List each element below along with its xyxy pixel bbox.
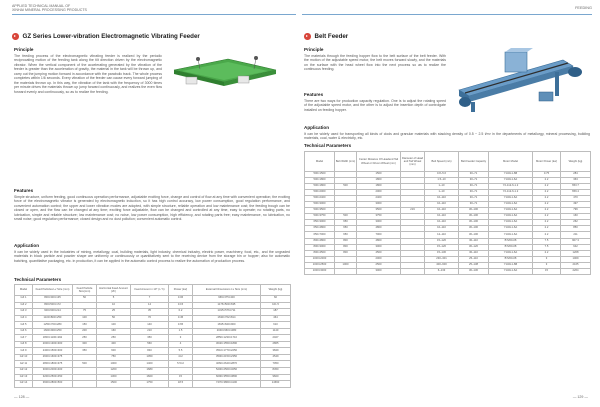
table-cell: 1815×840×900: [193, 322, 261, 329]
right-page: [300, 0, 600, 407]
table-cell: Y2-112-6-1.2: [489, 190, 533, 196]
table-cell: 30~120: [459, 244, 489, 250]
section-bullet-icon: [12, 33, 19, 40]
table-cell: 0.2: [169, 309, 193, 316]
table-cell: 800: [335, 244, 357, 250]
table-cell: 2000: [357, 190, 401, 196]
table-cell: 4549: [261, 354, 291, 361]
table-cell: 5200×2560×3250: [193, 368, 261, 375]
gz-col-weight: Weight (kg): [261, 285, 291, 296]
table-cell: 1200: [97, 368, 131, 375]
table-cell: 2850×1230×1710: [193, 335, 261, 342]
table-cell: 30~100: [459, 232, 489, 238]
table-cell: GZ 13: [15, 374, 33, 381]
table-cell: 1~10: [425, 190, 459, 196]
table-cell: 500: [335, 214, 357, 220]
table-cell: 2040×960×1080: [193, 328, 261, 335]
section-label: FEEDING: [575, 6, 592, 10]
table-cell: 30~110: [459, 250, 489, 256]
gz-section-title: [12, 33, 200, 40]
gz-features-heading: Features: [14, 188, 34, 193]
table-cell: 2.2: [533, 196, 561, 202]
manual-header: [12, 4, 87, 12]
table-cell: 2.2: [533, 250, 561, 256]
belt-col-motor-model: Motor Model: [489, 152, 533, 172]
table-cell: 750: [97, 354, 131, 361]
left-page-number: — 128 —: [14, 395, 30, 399]
table-cell: 30~71: [459, 184, 489, 190]
belt-features-text: There are two ways for production capacity regulation. One is to adjust the rotating speed of the adjustable speed motor, and the other is to adjust the insertion depth of controlgate installed on feeding hopper.: [304, 99, 446, 112]
belt-tech-heading: Technical Parameters: [304, 143, 352, 148]
table-cell: 7050: [261, 361, 291, 368]
table-cell: GZ 8: [15, 341, 33, 348]
table-cell: 15: [169, 374, 193, 381]
gz-features-text: Simple structure, uniform feeding, good continuous operation performance, adjustable exciting force, change and control of flow at any time with convenient operation; the exciting force of the electromagnetic vibrator is generated by electromagnetic induction, so it has high control accuracy, low power consumption, good regulation performance, and convenient automation control; the upper and lower vibration modes are adopted, with simple structure, reliable operation and low maintenance cost; the feeding trough can be closed or open, and the flow can be changed at any time; exciting force adjustable, flow can be changed and controlled at any time, easy to operate; no rotating parts, no lubrication, simple and reliable structure; low maintenance cost; no noise, low power consumption, high efficiency, and rotating parts free; easy maintenance, no lubrication, no small noise; good regulation performance; closed design and no dust pollution; convenient automatic control.: [14, 195, 290, 222]
table-cell: 15~130: [425, 250, 459, 256]
table-cell: 1750: [131, 381, 169, 388]
table-cell: 30~100: [459, 214, 489, 220]
table-cell: 500×2400: [305, 196, 335, 202]
table-cell: 642: [561, 244, 591, 250]
belt-principle-heading: Principle: [304, 47, 324, 52]
table-cell: 400: [97, 341, 131, 348]
table-cell: 1300: [97, 374, 131, 381]
table-cell: 850: [561, 226, 591, 232]
table-cell: 7.5: [533, 238, 561, 244]
table-cell: 10~110: [425, 214, 459, 220]
table-cell: 4×2: [169, 354, 193, 361]
table-cell: GZ 9: [15, 348, 33, 355]
table-cell: 796: [561, 208, 591, 214]
table-cell: 230~301: [425, 256, 459, 262]
table-cell: 497: [561, 202, 591, 208]
gz-col-power: Power (kw): [169, 285, 193, 296]
table-cell: 3200×2500×450: [33, 374, 73, 381]
table-cell: 3000: [357, 202, 401, 208]
manual-header-line1: APPLIED TECHNICAL MANUAL OF: [12, 4, 71, 8]
table-cell: 25: [97, 309, 131, 316]
table-cell: 500: [73, 361, 97, 368]
table-cell: 2027: [261, 335, 291, 342]
table-cell: 5: [97, 296, 131, 303]
header-rule: [12, 14, 296, 15]
table-cell: 3500×2150×2350: [193, 354, 261, 361]
table-cell: 2.2: [533, 190, 561, 196]
table-cell: 100: [97, 322, 131, 329]
table-cell: 200: [73, 328, 97, 335]
table-cell: GZ 3: [15, 309, 33, 316]
belt-col-capacity: Belt Feeder Capacity: [459, 152, 489, 172]
table-cell: 10~110: [425, 226, 459, 232]
right-page-number: — 129 —: [572, 395, 588, 399]
table-cell: 2400: [357, 196, 401, 202]
table-cell: 907.3: [561, 238, 591, 244]
table-cell: 250: [73, 335, 97, 342]
table-cell: 25~138: [459, 262, 489, 268]
belt-col-model: Model: [305, 152, 335, 172]
table-cell: 1000×3000: [305, 268, 335, 274]
table-cell: 1.5: [169, 328, 193, 335]
table-cell: Y132L1-6A: [489, 196, 533, 202]
table-cell: 1.5~10: [425, 178, 459, 184]
table-cell: 2264: [561, 268, 591, 274]
table-cell: 10~110: [425, 202, 459, 208]
table-cell: 1000: [335, 262, 357, 268]
table-cell: 0.75: [533, 172, 561, 178]
table-cell: 1315×576×711: [193, 309, 261, 316]
table-cell: 160: [561, 214, 591, 220]
gz-feeder-image: [168, 52, 288, 92]
table-cell: 500×3000: [305, 202, 335, 208]
table-cell: GZ 14: [15, 381, 33, 388]
table-cell: 10: [97, 302, 131, 309]
table-cell: 600: [97, 348, 131, 355]
table-cell: Y132L1-6B: [489, 262, 533, 268]
table-cell: 2.2: [533, 202, 561, 208]
table-cell: 6090×3550×3890: [193, 374, 261, 381]
belt-col-belt-width: Belt Width (mm): [335, 152, 357, 172]
gz-application-heading: Application: [14, 243, 40, 248]
gz-principle-text: The feeding process of the electromagnetic vibrating feeder is realized by the periodic reciprocating motion of the feeding tank along the tilt direction driven by the electromagnetic vibrator. When the vertical component of the accelerating generated by the vibration of the feeder is greater than the acceleration of gravity, the material in the tank will be thrown up, and carry out the jumping motion forward in accordance with the parabolic track. The whole process completes within 1/6 seconds. Every vibration of the feeder can cause every forward jumping of the materials thrown up. In this way, the vibration of the tank with the frequency of 3000 times per minute drives the materials thrown up jump forward continuously, and realizes the even flow forward evenly and continuously, so as to realize the feeding.: [14, 54, 162, 94]
table-cell: 1140: [261, 328, 291, 335]
table-cell: 0.06: [169, 296, 193, 303]
table-cell: Y132L1-6B: [489, 172, 533, 178]
table-cell: 6~133: [425, 268, 459, 274]
belt-features-heading: Features: [304, 92, 324, 97]
table-cell: 3600×2800×500: [33, 381, 73, 388]
belt-col-center-distance: Center Distance Of Headend Tail Wheel or Driven Wheel (mm): [357, 152, 401, 172]
table-cell: 1~10: [425, 184, 459, 190]
gz-title: GZ Series Lower-vibration Electromagnetic Vibrating Feeder: [22, 33, 200, 40]
gz-table-row: [15, 381, 291, 388]
table-cell: GZ 12: [15, 368, 33, 375]
table-cell: GZ 5: [15, 322, 33, 329]
table-cell: 160: [97, 328, 131, 335]
table-cell: 150: [73, 322, 97, 329]
table-cell: 14660: [261, 381, 291, 388]
table-cell: 3750: [357, 214, 401, 220]
belt-table-row: [305, 268, 591, 274]
table-cell: 2165: [561, 262, 591, 268]
table-cell: [335, 268, 357, 274]
belt-principle-text: The materials through the feeding hopper flow to the belt surface of the belt feeder. With the motion of the adjustable speed motor, the belt moves forward slowly, and the materials on the surface with the head wheel flow into the next process so as to realize the continuous feeding.: [304, 54, 446, 72]
table-cell: 470: [561, 196, 591, 202]
table-cell: 50: [97, 315, 131, 322]
section-bullet-icon: [304, 33, 311, 40]
table-cell: 650×7000: [305, 232, 335, 238]
table-cell: 7.5: [533, 244, 561, 250]
table-cell: 500×1800: [305, 184, 335, 190]
table-cell: 3500: [357, 208, 401, 214]
table-cell: 0.65: [169, 322, 193, 329]
table-cell: 7470×3860×4100: [193, 381, 261, 388]
table-cell: 0.8~5.6: [425, 172, 459, 178]
table-cell: 1600×900×250: [33, 328, 73, 335]
table-cell: 0.15: [169, 302, 193, 309]
table-cell: 1630×762×814: [193, 315, 261, 322]
table-cell: 1500: [357, 172, 401, 178]
table-cell: 35: [131, 309, 169, 316]
table-cell: 70: [131, 315, 169, 322]
table-cell: 15~120: [425, 244, 459, 250]
table-cell: 5.5×2: [169, 361, 193, 368]
table-cell: 1820: [131, 374, 169, 381]
table-cell: 3849: [261, 348, 291, 355]
table-cell: 30~71: [459, 202, 489, 208]
table-cell: Y132L1-6A: [489, 214, 533, 220]
table-cell: Y132L1-6A: [489, 208, 533, 214]
table-cell: 1000×2500: [305, 262, 335, 268]
table-cell: 500×2000: [305, 190, 335, 196]
table-cell: 219: [401, 208, 425, 214]
table-cell: 464: [261, 315, 291, 322]
table-cell: 2600×1600×375: [33, 354, 73, 361]
table-cell: 653.7: [561, 184, 591, 190]
table-cell: 1050: [131, 354, 169, 361]
table-cell: 900×600×214: [33, 309, 73, 316]
table-cell: 1800×1100×292: [33, 335, 73, 342]
table-cell: 14: [131, 302, 169, 309]
table-cell: 30~71: [459, 172, 489, 178]
table-cell: 800×3000: [305, 244, 335, 250]
table-cell: 4500: [357, 250, 401, 256]
table-cell: 2.2: [533, 184, 561, 190]
table-cell: 800: [335, 238, 357, 244]
table-cell: 400~600: [425, 262, 459, 268]
table-cell: 800×4500: [305, 250, 335, 256]
belt-col-wheel-diameter: Diameter of Head and Tail Wheel (mm): [401, 152, 425, 172]
gz-application-text: It can be widely used in the industries of mining, metallurgy, coal, building materials, light industry, chemical industry, electric power, machinery, food, etc., and the ungraded materials in block particle and powder shape are uniformly or continuously or quantitatively sent to the receiving device from the storage bin or hopper; also for automatic batching, quantitative packaging, etc. in production, it can be applied in the automatic control process to realize the automation of production process.: [14, 250, 290, 263]
table-cell: 7000: [357, 232, 401, 238]
table-cell: GZ 4: [15, 315, 33, 322]
table-cell: Y132L1-6A: [489, 268, 533, 274]
table-cell: Y132L1-6A: [489, 232, 533, 238]
gz-table-header-row: [15, 285, 291, 296]
belt-col-motor-power: Motor Power (kw): [533, 152, 561, 172]
table-cell: 500×1500: [305, 172, 335, 178]
table-cell: 4: [169, 341, 193, 348]
table-cell: 50: [73, 296, 97, 303]
table-cell: 9820: [261, 374, 291, 381]
table-cell: 30~71: [459, 190, 489, 196]
table-cell: Y132L1-6A: [489, 226, 533, 232]
table-cell: 3000×2000×400: [33, 368, 73, 375]
table-cell: 75: [73, 309, 97, 316]
table-cell: 1176×500×635: [193, 302, 261, 309]
table-cell: 650: [335, 232, 357, 238]
table-cell: 100: [73, 315, 97, 322]
table-cell: Y132L1-6A: [489, 250, 533, 256]
table-cell: 2.2: [533, 232, 561, 238]
belt-title: Belt Feeder: [314, 33, 349, 40]
gz-col-tank-size: Feed Particles Lv Size (mm): [33, 285, 73, 296]
table-cell: GZ 10: [15, 354, 33, 361]
table-cell: 3: [533, 256, 561, 262]
table-cell: 2.2: [533, 226, 561, 232]
table-cell: 4060×2640×2870: [193, 361, 261, 368]
table-cell: GZ 1: [15, 296, 33, 303]
table-cell: 1009: [561, 256, 591, 262]
table-cell: 262: [561, 220, 591, 226]
table-cell: 10~110: [425, 208, 459, 214]
table-cell: 2.2: [533, 214, 561, 220]
table-cell: 3000: [357, 268, 401, 274]
table-cell: 2800×1800×375: [33, 361, 73, 368]
table-cell: 800: [335, 250, 357, 256]
table-cell: 1400: [131, 361, 169, 368]
table-cell: 30~71: [459, 196, 489, 202]
belt-parameters-table: [304, 151, 591, 275]
table-cell: 2500: [357, 262, 401, 268]
belt-section-title: [304, 33, 348, 40]
gz-col-horizontal-feed: Horizontal Feed Amount (t/h): [97, 285, 131, 296]
table-cell: GZ 11: [15, 361, 33, 368]
table-cell: 30~100: [459, 208, 489, 214]
table-cell: 1800: [357, 178, 401, 184]
manual-header-line2: XINHAI MINERAL PROCESSING PRODUCTS: [12, 8, 87, 13]
table-cell: 500×3750: [305, 214, 335, 220]
table-cell: 300: [73, 341, 97, 348]
header-rule-right: [302, 14, 592, 15]
gz-parameters-table: [14, 284, 291, 388]
table-cell: Y2-112-6-1.2: [489, 184, 533, 190]
table-cell: 30~71: [459, 178, 489, 184]
belt-application-text: It can be widely used for transporting all kinds of clods and granular materials with stacking density of 0.5 ~ 2.5 t/m³ in the departments of metallurgy, mineral processing, building materials, coal, water & electricity, etc.: [304, 132, 590, 141]
gz-principle-heading: Principle: [14, 47, 34, 52]
table-cell: 12~110: [425, 232, 459, 238]
table-cell: 2.2: [533, 208, 561, 214]
table-cell: [73, 381, 97, 388]
gz-col-model: Model: [15, 285, 33, 296]
table-cell: 800×4800: [305, 238, 335, 244]
table-cell: Y132L1-6A: [489, 202, 533, 208]
table-cell: 2.2: [533, 178, 561, 184]
table-cell: 3040×1550×1890: [193, 341, 261, 348]
table-cell: 1100×800×250: [33, 315, 73, 322]
table-cell: 3: [169, 335, 193, 342]
table-cell: GZ 6: [15, 328, 33, 335]
table-cell: 1000: [97, 361, 131, 368]
gz-tech-heading: Technical Parameters: [14, 277, 62, 282]
table-cell: 840: [131, 348, 169, 355]
gz-col-dimensions: External Dimensions Lv Size (mm): [193, 285, 261, 296]
table-cell: 500×3500: [305, 208, 335, 214]
table-cell: 1000×2000: [305, 256, 335, 262]
table-cell: 250: [97, 335, 131, 342]
belt-feeder-image: [451, 46, 589, 118]
belt-application-heading: Application: [304, 125, 330, 130]
table-cell: 3000: [357, 220, 401, 226]
table-cell: 2000×1300×300: [33, 341, 73, 348]
table-cell: 60: [261, 296, 291, 303]
table-cell: 500×1800: [305, 178, 335, 184]
table-cell: 650×3000: [305, 220, 335, 226]
gz-col-feed-amount: Feed Amount ≤ 10° (t / h): [131, 285, 169, 296]
table-cell: 650: [335, 226, 357, 232]
table-cell: 284: [561, 172, 591, 178]
table-cell: 187: [261, 309, 291, 316]
table-cell: 2000: [357, 256, 401, 262]
belt-col-weight: Weight (kg): [561, 152, 591, 172]
table-cell: 10~110: [425, 220, 459, 226]
table-cell: 30~100: [459, 226, 489, 232]
table-cell: 1800: [357, 184, 401, 190]
table-cell: 4800: [357, 226, 401, 232]
table-cell: GZ 2: [15, 302, 33, 309]
table-cell: 30~100: [459, 220, 489, 226]
table-cell: 3000: [357, 244, 401, 250]
table-cell: 8450: [261, 368, 291, 375]
table-cell: 15~120: [425, 238, 459, 244]
table-cell: 0.45: [169, 315, 193, 322]
table-cell: 5.5: [169, 348, 193, 355]
table-cell: 650: [335, 220, 357, 226]
table-cell: 350: [73, 348, 97, 355]
table-cell: 25~110: [459, 256, 489, 262]
table-cell: 1680: [131, 368, 169, 375]
table-cell: Y132L1-6A: [489, 178, 533, 184]
table-cell: 4800: [357, 238, 401, 244]
table-cell: 10~110: [425, 196, 459, 202]
table-cell: 3: [533, 262, 561, 268]
belt-col-belt-speed: Belt Speed (m/s): [425, 152, 459, 172]
table-cell: 610: [261, 322, 291, 329]
table-cell: 1208: [561, 250, 591, 256]
table-cell: 966×375×400: [193, 296, 261, 303]
table-cell: 800×500×172: [33, 302, 73, 309]
table-cell: 363: [561, 178, 591, 184]
table-cell: GZ 7: [15, 335, 33, 342]
table-cell: 30~110: [459, 238, 489, 244]
table-cell: 15: [533, 268, 561, 274]
table-cell: 18.5: [169, 381, 193, 388]
table-cell: 3510×1770×2250: [193, 348, 261, 355]
table-cell: 2865: [261, 341, 291, 348]
table-cell: 7: [131, 296, 169, 303]
belt-table-header-row: [305, 152, 591, 172]
table-cell: 2.2: [533, 220, 561, 226]
table-cell: 30~130: [459, 268, 489, 274]
table-cell: 2400×1500×300: [33, 348, 73, 355]
table-cell: 140: [131, 322, 169, 329]
table-cell: B7200-08: [489, 244, 533, 250]
gz-col-particle-size: Feed Particle Size(mm): [73, 285, 97, 296]
table-cell: Y132L1-6A: [489, 220, 533, 226]
table-cell: 650×4800: [305, 226, 335, 232]
table-cell: 210: [131, 328, 169, 335]
table-cell: [401, 268, 425, 274]
table-cell: 211: [561, 232, 591, 238]
table-cell: 1250×700×280: [33, 322, 73, 329]
table-cell: B7200-08: [489, 256, 533, 262]
table-cell: 101.5: [261, 302, 291, 309]
table-cell: 659.4: [561, 190, 591, 196]
table-cell: 350: [131, 335, 169, 342]
table-cell: 560: [131, 341, 169, 348]
table-cell: 500: [335, 184, 357, 190]
table-cell: 1500: [97, 381, 131, 388]
table-cell: 800×300×135: [33, 296, 73, 303]
table-cell: B7200-08: [489, 238, 533, 244]
